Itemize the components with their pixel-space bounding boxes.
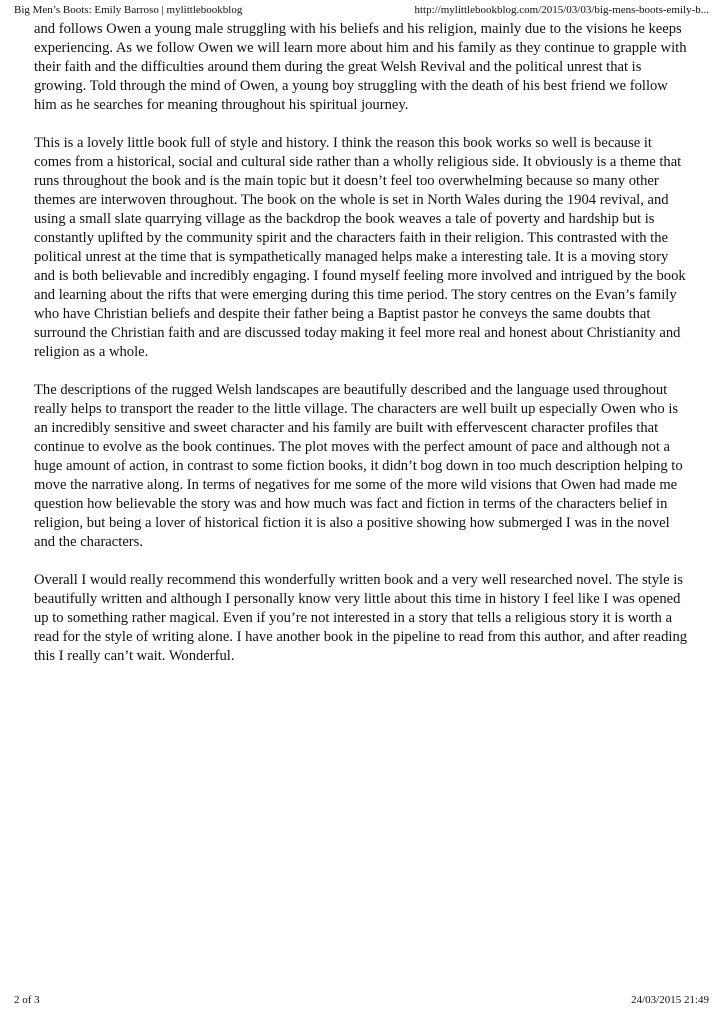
- article-body: [34, 20, 689, 685]
- paragraph-4: Overall I would really recommend this wonderfully written book and a very well researched novel. The style is beautifully written and although I personally know very little about this time in history I feel like I was opened up to something rather magical. Even if you’re not interested in a story that tells a religious story it is worth a read for the style of writing alone. I have another book in the pipeline to read from this author, and after reading this I really can’t wait. Wonderful.: [34, 572, 688, 664]
- page-number: 2 of 3: [14, 994, 40, 1006]
- print-timestamp: 24/03/2015 21:49: [631, 994, 709, 1006]
- paragraph-2: This is a lovely little book full of style and history. I think the reason this book works so well is because it comes from a historical, social and cultural side rather than a wholly religious side. It obviously is a theme that runs throughout the book and is the main topic but it doesn’t feel too overwhelming because so many other themes are interwoven throughout. The book on the whole is set in North Wales during the 1904 revival, and using a small slate quarrying village as the backdrop the book weaves a tale of poverty and hardship but is constantly uplifted by the community spirit and the characters faith in their religion. This contrasted with the political unrest at the time that is sympathetically managed helps make a interesting tale. It is a moving story and is both believable and incredibly engaging. I found myself feeling more involved and intrigued by the book and learning about the rifts that were emerging during this time period. The story centres on the Evan’s family who have Christian beliefs and despite their father being a Baptist pastor he conveys the same doubts that surround the Christian faith and are discussed today making it feel more real and honest about Christianity and religion as a whole.: [34, 135, 686, 360]
- paragraph-3: The descriptions of the rugged Welsh landscapes are beautifully described and the language used throughout really helps to transport the reader to the little village. The characters are well built up especially Owen who is an incredibly sensitive and sweet character and his family are built with effervescent character profiles that continue to evolve as the book continues. The plot moves with the perfect amount of pace and although not a huge amount of action, in contrast to some fiction books, it didn’t bog down in too much description helping to move the narrative along. In terms of negatives for me some of the more wild visions that Owen had made me question how believable the story was and how much was fact and fiction in terms of the characters belief in religion, but being a lover of historical fiction it is also a positive showing how submerged I was in the novel and the characters.: [34, 382, 683, 550]
- page-header-title: Big Men’s Boots: Emily Barroso | mylittlebookblog: [14, 4, 243, 16]
- page-header-url: http://mylittlebookblog.com/2015/03/03/big-mens-boots-emily-b...: [414, 4, 709, 16]
- paragraph-1: and follows Owen a young male struggling with his beliefs and his religion, mainly due to the visions he keeps experiencing. As we follow Owen we will learn more about him and his family as they continue to grapple with their faith and the difficulties around them during the great Welsh Revival and the political unrest that is growing. Told through the mind of Owen, a young boy struggling with the death of his best friend we follow him as he searches for meaning throughout his spiritual journey.: [34, 21, 687, 113]
